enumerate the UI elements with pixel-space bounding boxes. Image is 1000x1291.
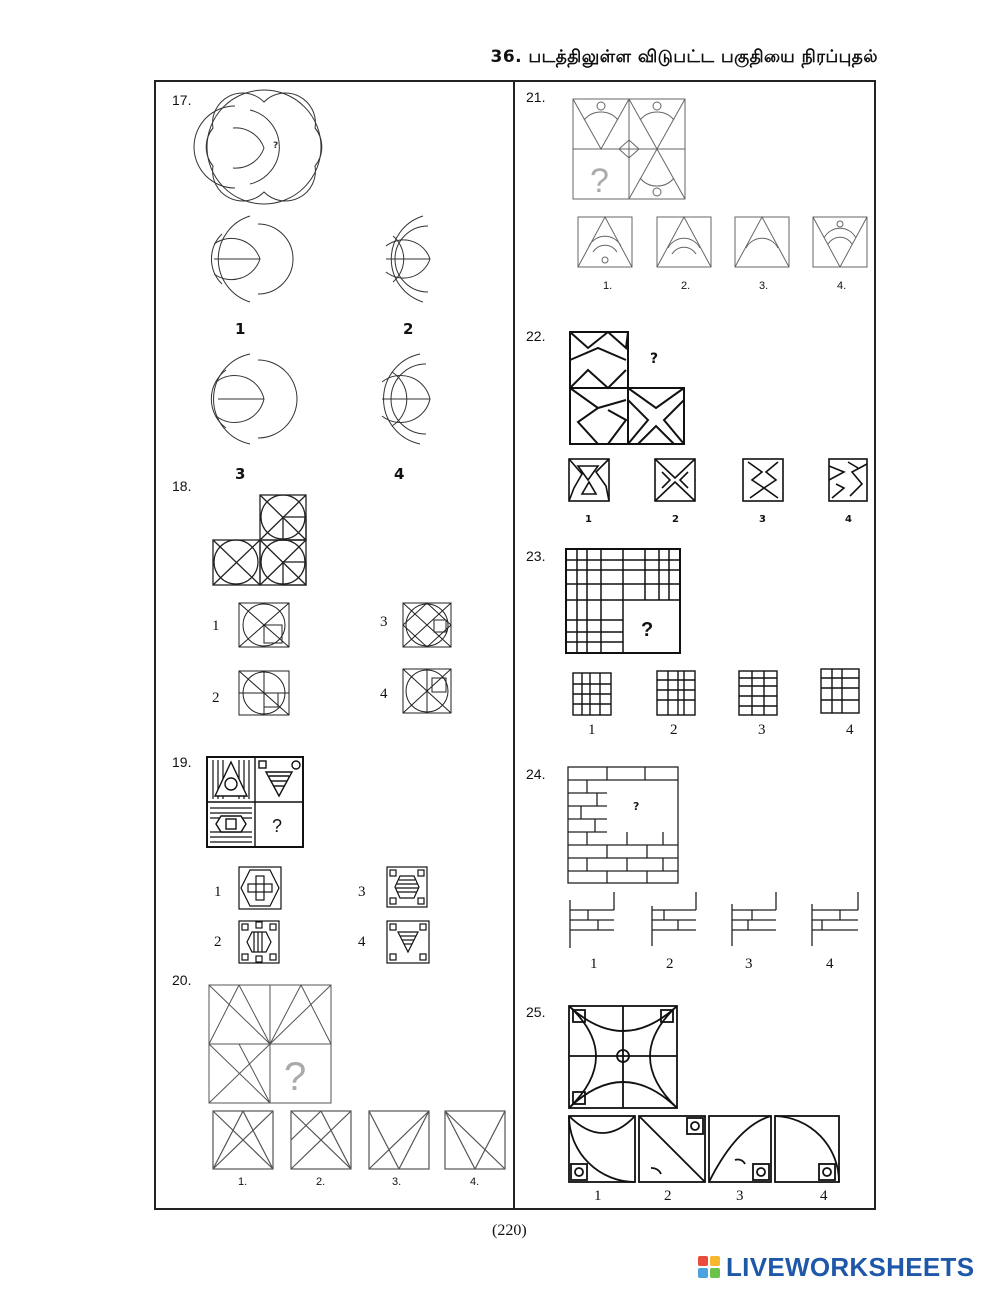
q24-option-1-figure[interactable] — [568, 890, 616, 950]
q18-option-3-figure[interactable] — [402, 602, 452, 648]
q21-option-label: 4. — [837, 280, 847, 292]
question-mark: ? — [633, 800, 640, 813]
q24-option-label: 1 — [590, 956, 598, 972]
q20-figure — [208, 984, 332, 1104]
q25-figure — [567, 1004, 679, 1110]
q20-option-4-figure[interactable] — [444, 1110, 506, 1170]
question-number: 23. — [526, 548, 546, 564]
brand-logo — [698, 1252, 974, 1282]
q20-option-label: 1. — [238, 1176, 248, 1188]
logo-icon — [698, 1256, 720, 1278]
q24-option-4-figure[interactable] — [810, 890, 860, 950]
q19-option-label: 1 — [214, 884, 222, 900]
question-mark: ? — [641, 619, 654, 641]
q25-option-4-figure[interactable] — [773, 1114, 841, 1184]
question-number: 24. — [526, 766, 546, 782]
question-mark: ? — [650, 351, 659, 367]
q18-option-label: 4 — [380, 686, 388, 702]
q24-option-3-figure[interactable] — [730, 890, 778, 950]
q25-option-label: 3 — [736, 1188, 744, 1204]
q22-figure — [568, 330, 686, 446]
q20-option-label: 2. — [316, 1176, 326, 1188]
q21-option-2-figure[interactable] — [656, 216, 712, 268]
q24-option-label: 2 — [666, 956, 674, 972]
q17-option-3-label: 3 — [235, 465, 246, 483]
q20-option-2-figure[interactable] — [290, 1110, 352, 1170]
q21-option-4-figure[interactable] — [812, 216, 868, 268]
q22-option-label: 3 — [759, 514, 766, 525]
q22-option-label: 1 — [585, 514, 592, 525]
q20-option-1-figure[interactable] — [212, 1110, 274, 1170]
q22-option-3-figure[interactable] — [742, 458, 784, 502]
q21-option-label: 2. — [681, 280, 691, 292]
q21-figure — [572, 98, 686, 200]
q25-option-label: 1 — [594, 1188, 602, 1204]
q17-figure — [205, 88, 323, 206]
q25-option-label: 4 — [820, 1188, 828, 1204]
q17-option-4-figure[interactable] — [376, 352, 436, 446]
q20-option-3-figure[interactable] — [368, 1110, 430, 1170]
q25-option-3-figure[interactable] — [707, 1114, 773, 1184]
q17-option-1-figure[interactable] — [210, 214, 270, 304]
question-mark: ? — [273, 141, 279, 151]
q19-option-2-figure[interactable] — [238, 920, 280, 964]
q18-option-label: 3 — [380, 614, 388, 630]
q25-option-label: 2 — [664, 1188, 672, 1204]
q25-option-2-figure[interactable] — [637, 1114, 707, 1184]
q23-option-3-figure[interactable] — [738, 670, 778, 716]
q18-figure — [212, 494, 308, 586]
q22-option-label: 4 — [845, 514, 852, 525]
question-number: 22. — [526, 328, 546, 344]
q17-option-2-figure[interactable] — [378, 214, 438, 304]
q23-option-label: 2 — [670, 722, 678, 738]
q24-option-label: 3 — [745, 956, 753, 972]
q23-option-label: 3 — [758, 722, 766, 738]
q21-option-label: 3. — [759, 280, 769, 292]
q18-option-label: 1 — [212, 618, 220, 634]
question-number: 25. — [526, 1004, 546, 1020]
q19-option-4-figure[interactable] — [386, 920, 430, 964]
q22-option-1-figure[interactable] — [568, 458, 610, 502]
question-number: 18. — [172, 478, 192, 494]
question-number: 17. — [172, 92, 192, 108]
question-mark: ? — [272, 816, 283, 836]
q19-option-label: 3 — [358, 884, 366, 900]
q19-option-label: 4 — [358, 934, 366, 950]
q21-option-label: 1. — [603, 280, 613, 292]
q17-option-3-figure[interactable] — [212, 352, 272, 446]
column-divider — [513, 80, 515, 1210]
q22-option-4-figure[interactable] — [828, 458, 868, 502]
q22-option-2-figure[interactable] — [654, 458, 696, 502]
q24-option-label: 4 — [826, 956, 834, 972]
q23-option-label: 4 — [846, 722, 854, 738]
question-number: 20. — [172, 972, 192, 988]
q19-option-3-figure[interactable] — [386, 866, 428, 908]
q17-option-1-label: 1 — [235, 320, 246, 338]
q24-figure — [567, 766, 679, 884]
q19-option-1-figure[interactable] — [238, 866, 282, 910]
q19-figure — [206, 756, 304, 848]
brand-name: LIVEWORKSHEETS — [726, 1251, 975, 1282]
q21-option-3-figure[interactable] — [734, 216, 790, 268]
q23-figure — [565, 548, 681, 654]
q23-option-2-figure[interactable] — [656, 670, 696, 716]
q17-option-4-label: 4 — [394, 465, 405, 483]
q20-option-label: 4. — [470, 1176, 480, 1188]
q23-option-4-figure[interactable] — [820, 668, 860, 714]
q21-option-1-figure[interactable] — [577, 216, 633, 268]
q18-option-label: 2 — [212, 690, 220, 706]
q24-option-2-figure[interactable] — [650, 890, 698, 950]
question-number: 21. — [526, 89, 546, 105]
q18-option-2-figure[interactable] — [238, 670, 290, 716]
q17-option-2-label: 2 — [403, 320, 414, 338]
question-mark: ? — [590, 162, 609, 200]
q25-option-1-figure[interactable] — [567, 1114, 637, 1184]
page-title: 36. படத்திலுள்ள விடுபட்ட பகுதியை நிரப்புதல் — [490, 47, 878, 67]
page-number: (220) — [492, 1222, 527, 1239]
q23-option-1-figure[interactable] — [572, 672, 612, 716]
q22-option-label: 2 — [672, 514, 679, 525]
q18-option-1-figure[interactable] — [238, 602, 290, 648]
q20-option-label: 3. — [392, 1176, 402, 1188]
question-number: 19. — [172, 754, 192, 770]
q23-option-label: 1 — [588, 722, 596, 738]
question-mark: ? — [284, 1055, 307, 1099]
q19-option-label: 2 — [214, 934, 222, 950]
q18-option-4-figure[interactable] — [402, 668, 452, 714]
